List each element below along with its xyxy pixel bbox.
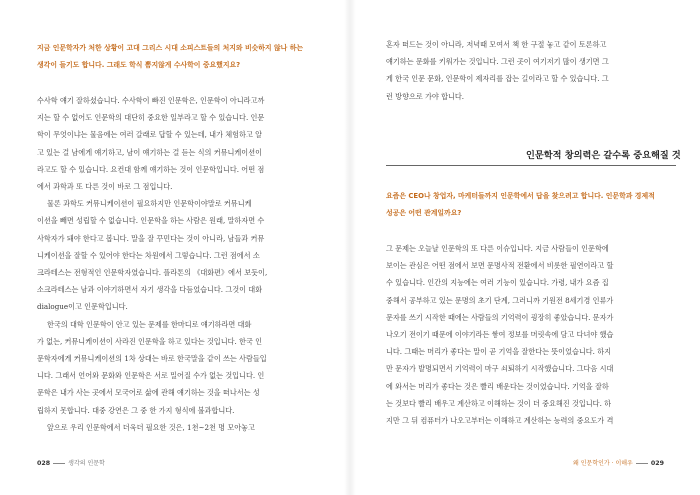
body-line: 수 있습니다. 인간의 지능에는 여러 기능이 있습니다. 가령, 내가 요즘 집 <box>386 278 609 288</box>
body-line: 고 있는 걸 남에게 얘기하고, 남이 얘기하는 걸 듣는 식의 커뮤니케이션이 <box>37 147 263 157</box>
section-divider <box>386 165 676 166</box>
left-footer <box>37 458 105 467</box>
body-line: 문학자에게 커뮤니케이션의 1차 상대는 바로 한국말을 같이 쓰는 사람들입 <box>37 354 267 364</box>
question-line: 지금 인문학자가 처한 상황이 고대 그리스 시대 소피스트들의 처지와 비슷하지 않나 하는 <box>37 44 304 52</box>
body-line: 립하지 못합니다. 대중 강연은 그 중 한 가지 형식에 불과합니다. <box>37 405 235 415</box>
body-line: 물론 과학도 커뮤니케이션이 필요하지만 인문학이야말로 커뮤니케 <box>47 199 252 209</box>
footer-dash <box>53 463 65 464</box>
left-body-text <box>37 92 327 436</box>
body-line: 수사학 얘기 잘하셨습니다. 수사학이 빠진 인문학은, 인문학이 아니라고까 <box>37 96 265 105</box>
right-body-text <box>386 240 676 429</box>
body-line: 학이 무엇이냐는 물음에는 여러 갈래로 답할 수 있는데, 내가 체험하고 알 <box>37 130 263 140</box>
body-line: 혼자 떠드는 것이 아니라, 저녁때 모여서 책 한 구절 놓고 같이 토론하고 <box>386 40 607 49</box>
body-line: 니다. 그래서 언어와 문화와 인문학은 서로 밀어질 수가 없는 것입니다. 인 <box>37 371 265 381</box>
body-line: 라고도 할 수 있습니다. 요컨대 함께 얘기하는 것이 인문학입니다. 어떤 점 <box>37 164 265 174</box>
question-line: 성공은 어떤 관계일까요? <box>386 209 462 217</box>
body-line: 그 문제는 오늘날 인문학의 또 다른 이슈입니다. 지금 사람들이 인문학에 <box>386 244 609 253</box>
body-line: 나오기 전이기 때문에 이야기라든 쌓여 정보를 머릿속에 담고 다녀야 했습 <box>386 330 614 340</box>
body-line: dialogue이고 인문학입니다. <box>37 302 128 312</box>
page-number: 028 <box>37 460 51 467</box>
right-page <box>350 0 700 495</box>
question-line: 요즘은 CEO나 창업자, 마케터들까지 인문학에서 답을 찾으려고 합니다. 인문학과 경제적 <box>386 192 655 200</box>
body-line: 이션을 빼면 성립할 수 없습니다. 인문학을 하는 사람은 원래, 말하자면 수 <box>37 216 265 226</box>
body-line: 중해서 공부하고 있는 문명의 초기 단계, 그러니까 기원전 8세기경 인류가 <box>386 295 614 305</box>
page-number: 029 <box>650 460 664 467</box>
right-top-text <box>386 36 676 105</box>
body-line: 문자를 쓰기 시작한 때에는 사람들의 기억력이 굉장히 좋았습니다. 문자가 <box>386 312 614 322</box>
body-line: 사학자가 돼야 한다고 봅니다. 말을 잘 꾸민다는 것이 아니라, 남들과 커뮤 <box>37 233 265 243</box>
left-question <box>37 40 303 74</box>
body-line: 만 문자가 발명되면서 기억력이 마구 쇠퇴하기 시작했습니다. 그다음 시대 <box>386 364 614 374</box>
body-line: 에서 과학과 또 다른 것이 바로 그 점입니다. <box>37 182 173 192</box>
body-line: 니케이션을 잘할 수 있어야 한다는 차원에서 그렇습니다. 그런 점에서 소 <box>37 250 260 260</box>
body-line: 지는 할 수 없어도 인문학의 대단히 중요한 일부라고 할 수 있습니다. 인문 <box>37 113 265 123</box>
body-line: 가 없는, 커뮤니케이션이 사라진 인문학을 하고 있다는 것입니다. 한국 인 <box>37 336 263 346</box>
body-line: 크라테스는 전형적인 인문학자였습니다. 플라톤의 《대화편》에서 보듯이, <box>37 268 268 278</box>
running-title: 왜 인문학인가 · 이해우 <box>573 460 633 467</box>
body-line: 문학은 내가 사는 곳에서 모국어로 삶에 관해 얘기하는 것을 떠나서는 성 <box>37 388 260 398</box>
body-line: 니다. 그때는 머리가 좋다는 말이 곧 기억을 잘한다는 뜻이었습니다. 하지 <box>386 347 612 357</box>
footer-dash <box>636 463 648 464</box>
body-line: 지만 그 뒤 컴퓨터가 나오고부터는 이해하고 계산하는 능력의 중요도가 격 <box>386 416 614 426</box>
body-line: 게 한국 인문 문화, 인문학이 제자리를 잡는 길이라고 할 수 있습니다. 그 <box>386 74 609 84</box>
running-title: 생각의 인문학 <box>68 460 105 467</box>
body-line: 앞으로 우리 인문학에서 더욱더 필요한 것은, 1천~2천 명 모아놓고 <box>47 422 255 432</box>
body-line: 얘기하는 문화를 키워가는 것입니다. 그런 곳이 여기저기 많이 생기면 그 <box>386 57 609 67</box>
right-question <box>386 188 655 222</box>
body-line: 런 방향으로 가야 합니다. <box>386 91 465 101</box>
body-line: 보이는 관심은 어떤 점에서 보면 문명사적 전환에서 비롯한 필연이라고 할 <box>386 261 614 271</box>
body-line: 는 것보다 빨리 배우고 계산하고 이해하는 것이 더 중요해진 것입니다. 하 <box>386 398 612 408</box>
right-footer <box>573 458 664 467</box>
body-line: 에 와서는 머리가 좋다는 것은 빨리 배운다는 것이었습니다. 기억을 잘하 <box>386 381 609 391</box>
question-line: 생각이 들기도 합니다. 그래도 학식 뽐지않게 수사학이 중요했지요? <box>37 61 241 69</box>
body-line: 소크라테스는 남과 이야기하면서 자기 생각을 다듬었습니다. 그것이 대화 <box>37 285 263 295</box>
section-heading: 인문학적 창의력은 갈수록 중요해질 것 <box>526 150 681 161</box>
body-line: 한국의 대학 인문학이 안고 있는 문제를 한마디로 얘기하라면 대화 <box>47 319 252 329</box>
